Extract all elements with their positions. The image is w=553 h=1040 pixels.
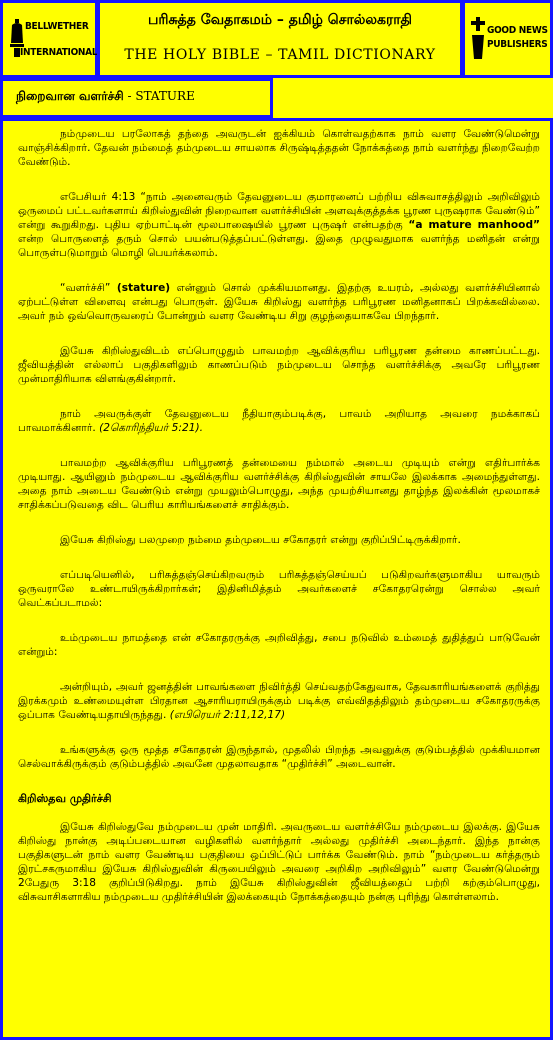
paragraph-3: [18, 281, 540, 323]
header-title-tamil: பரிசுத்த வேதாகமம் – தமிழ் சொல்லகராதி: [148, 12, 412, 28]
bellwether-logo-line2: INTERNATIONAL: [20, 47, 98, 58]
bellwether-logo-box: [0, 0, 98, 78]
topic-title: [16, 89, 195, 105]
paragraph-10-text: அன்றியும், அவர் ஜனத்தின் பாவங்களை நிவிர்த்தி செய்வதற்கேதுவாக, தேவகாரியங்களைக் குறித்து இரக்கமும் உண்மையுள்ள பிரதான ஆசாரியராயிருக்கும் படிக்கு எவ்விதத்திலும் தம்முடைய சகோதரருக்கு ஒப்பாக வேண்டியதாயிருந்தது.: [18, 681, 540, 721]
paragraph-3-text-a: “வளர்ச்சி”: [60, 282, 117, 294]
paragraph-2-text-b: என்ற பொருளைத் தரும் சொல் பயன்படுத்தப்பட்டுள்ளது. இதை முழுவதுமாக வளர்ந்த மனிதன் என்று பொருள்படுமாறும் மொழி பெயர்க்கலாம்.: [18, 233, 540, 259]
scripture-reference-hebrews: (எபிரெயர் 2:11,12,17): [169, 709, 286, 721]
paragraph-3-text-b: என்னும் சொல் முக்கியமானது. இதற்கு உயரம், அல்லது வளர்ச்சியினால் ஏற்பட்டுள்ள விளைவு என்பது பொருள். இயேசு கிறிஸ்து வளர்ந்த பரிபூரண மனிதனாகப் பிறக்கவில்லை. அவர் நம் ஒவ்வொருவரைப் போன்றும் வளர வேண்டிய சிறு குழந்தையாகவே பிறந்தார்.: [18, 282, 540, 322]
good-news-logo-line1: GOOD NEWS: [487, 25, 548, 36]
paragraph-2-text-a: எபேசியர் 4:13 “நாம் அனைவரும் தேவனுடைய குமாரனைப் பற்றிய விசுவாசத்திலும் அறிவிலும் ஒருமைப் பட்டவர்களாய் கிறிஸ்துவின் நிறைவான வளர்ச்சியின் அளவுக்குத்தக்க பூரண புருஷராக வேண்டும்” என்று கூறுகிறது. புதிய ஏற்பாட்டின் மூலபாஷையில் பூரண புருஷர் என்பதற்கு: [18, 191, 540, 231]
section-heading-christian-maturity: கிறிஸ்தவ முதிர்ச்சி: [18, 792, 112, 805]
topic-title-english: STATURE: [135, 89, 195, 103]
topic-separator: -: [123, 89, 136, 103]
topic-box: [0, 78, 273, 118]
paragraph-8: எப்படியெனில், பரிசுத்தஞ்செய்கிறவரும் பரிசுத்தஞ்செய்யப் படுகிறவர்களுமாகிய யாவரும் ஒருவராலே உண்டாயிருக்கிறார்கள்; இதினிமித்தம் அவர்களைச் சகோதரரென்று சொல்ல அவர் வெட்கப்படாமல்:: [18, 569, 540, 609]
stature-term: (stature): [116, 282, 171, 294]
dictionary-header: [97, 0, 463, 78]
paragraph-2: [18, 190, 540, 260]
header-title-english: THE HOLY BIBLE – TAMIL DICTIONARY: [124, 47, 436, 63]
paragraph-11: உங்களுக்கு ஒரு மூத்த சகோதரன் இருந்தால், முதலில் பிறந்த அவனுக்கு குடும்பத்தில் முக்கியமான செல்வாக்கிருக்கும் குடும்பத்தில் அவனே முதலாவதாக “முதிர்ச்சி” அடைவான்.: [18, 744, 540, 770]
paragraph-1: நம்முடைய பரலோகத் தந்தை அவருடன் ஐக்கியம் கொள்வதற்காக நாம் வளர வேண்டுமென்று வாஞ்சிக்கிறார். தேவன் நம்மைத் தம்முடைய சாயலாக சிருஷ்டித்ததன் நோக்கத்தை நாம் வளர்ந்து நிறைவேற்ற வேண்டும்.: [18, 128, 540, 168]
paragraph-7: இயேசு கிறிஸ்து பலமுறை நம்மை தம்முடைய சகோதரர் என்று குறிப்பிட்டிருக்கிறார்.: [60, 534, 461, 546]
bellwether-logo-line1: BELLWETHER: [25, 21, 89, 32]
mature-manhood-quote: “a mature manhood”: [408, 219, 540, 231]
paragraph-12: இயேசு கிறிஸ்துவே நம்முடைய முன் மாதிரி. அவருடைய வளர்ச்சியே நம்முடைய இலக்கு. இயேசு கிறிஸ்து நான்கு அடிப்படையான வழிகளில் வளர்ந்தார் அல்லது முதிர்ச்சி அடைந்தார். இந்த நான்கு பகுதிகளுடன் நாம் வளர வேண்டிய பகுதியை ஒப்பிட்டுப் பார்க்க வேண்டும். நாம் “நம்முடைய கர்த்தரும் இரட்சகருமாகிய இயேசு கிறிஸ்துவின் கிருபையிலும் அவரை அறிகிற அறிவிலும்” வளர வேண்டுமென்று 2பேதுரு 3:18 குறிப்பிடுகிறது. நாம் இயேசு கிறிஸ்துவின் ஜீவியத்தைப் பற்றி கற்கும்பொழுது, விசுவாசிகளாகிய நம்முடைய முதிர்ச்சியின் இலக்கையும் நோக்கத்தையும் நன்கு புரிந்து கொள்ளலாம்.: [18, 821, 540, 903]
paragraph-5-text: நாம் அவருக்குள் தேவனுடைய நீதியாகும்படிக்கு, பாவம் அறியாத அவரை நமக்காகப் பாவமாக்கினார்.: [18, 408, 540, 434]
good-news-logo-box: [462, 0, 553, 78]
paragraph-10: [18, 680, 540, 722]
topic-title-tamil: நிறைவான வளர்ச்சி: [16, 89, 124, 103]
paragraph-4: இயேசு கிறிஸ்துவிடம் எப்பொழுதும் பாவமற்ற ஆவிக்குரிய பரிபூரண தன்மை காணப்பட்டது. ஜீவியத்தின் எல்லாப் பகுதிகளிலும் காணப்படும் நம்முடைய சொந்த வளர்ச்சிக்கு அவரே பரிபூரண முன்மாதிரியாக விளங்குகின்றார்.: [18, 345, 540, 385]
content-box: [0, 118, 553, 1040]
paragraph-6: பாவமற்ற ஆவிக்குரிய பரிபூரணத் தன்மையை நம்மால் அடைய முடியும் என்று எதிர்பார்க்க முடியாது. ஆயினும் நம்முடைய ஆவிக்குரிய வளர்ச்சிக்கு கிறிஸ்துவின் சாயலே இலக்காக அமைந்துள்ளது. அதை நாம் அடைய வேண்டும் என்று முயலும்பொழுது, அந்த முயற்சியானது தாழ்ந்த இலக்கின் மூலமாகச் சாதிக்கப்படுவதை விட பெரிய காரியங்களைச் சாதிக்கும்.: [18, 457, 540, 511]
article-body: [18, 127, 540, 925]
paragraph-5: [18, 407, 540, 435]
good-news-logo-icon: [470, 17, 486, 61]
good-news-logo-line2: PUBLISHERS: [487, 39, 548, 50]
scripture-reference-2cor: (2கொரிந்தியர் 5:21).: [99, 422, 203, 434]
paragraph-9: உம்முடைய நாமத்தை என் சகோதரருக்கு அறிவித்து, சபை நடுவில் உம்மைத் துதித்துப் பாடுவேன் என்றும்:: [18, 632, 540, 658]
